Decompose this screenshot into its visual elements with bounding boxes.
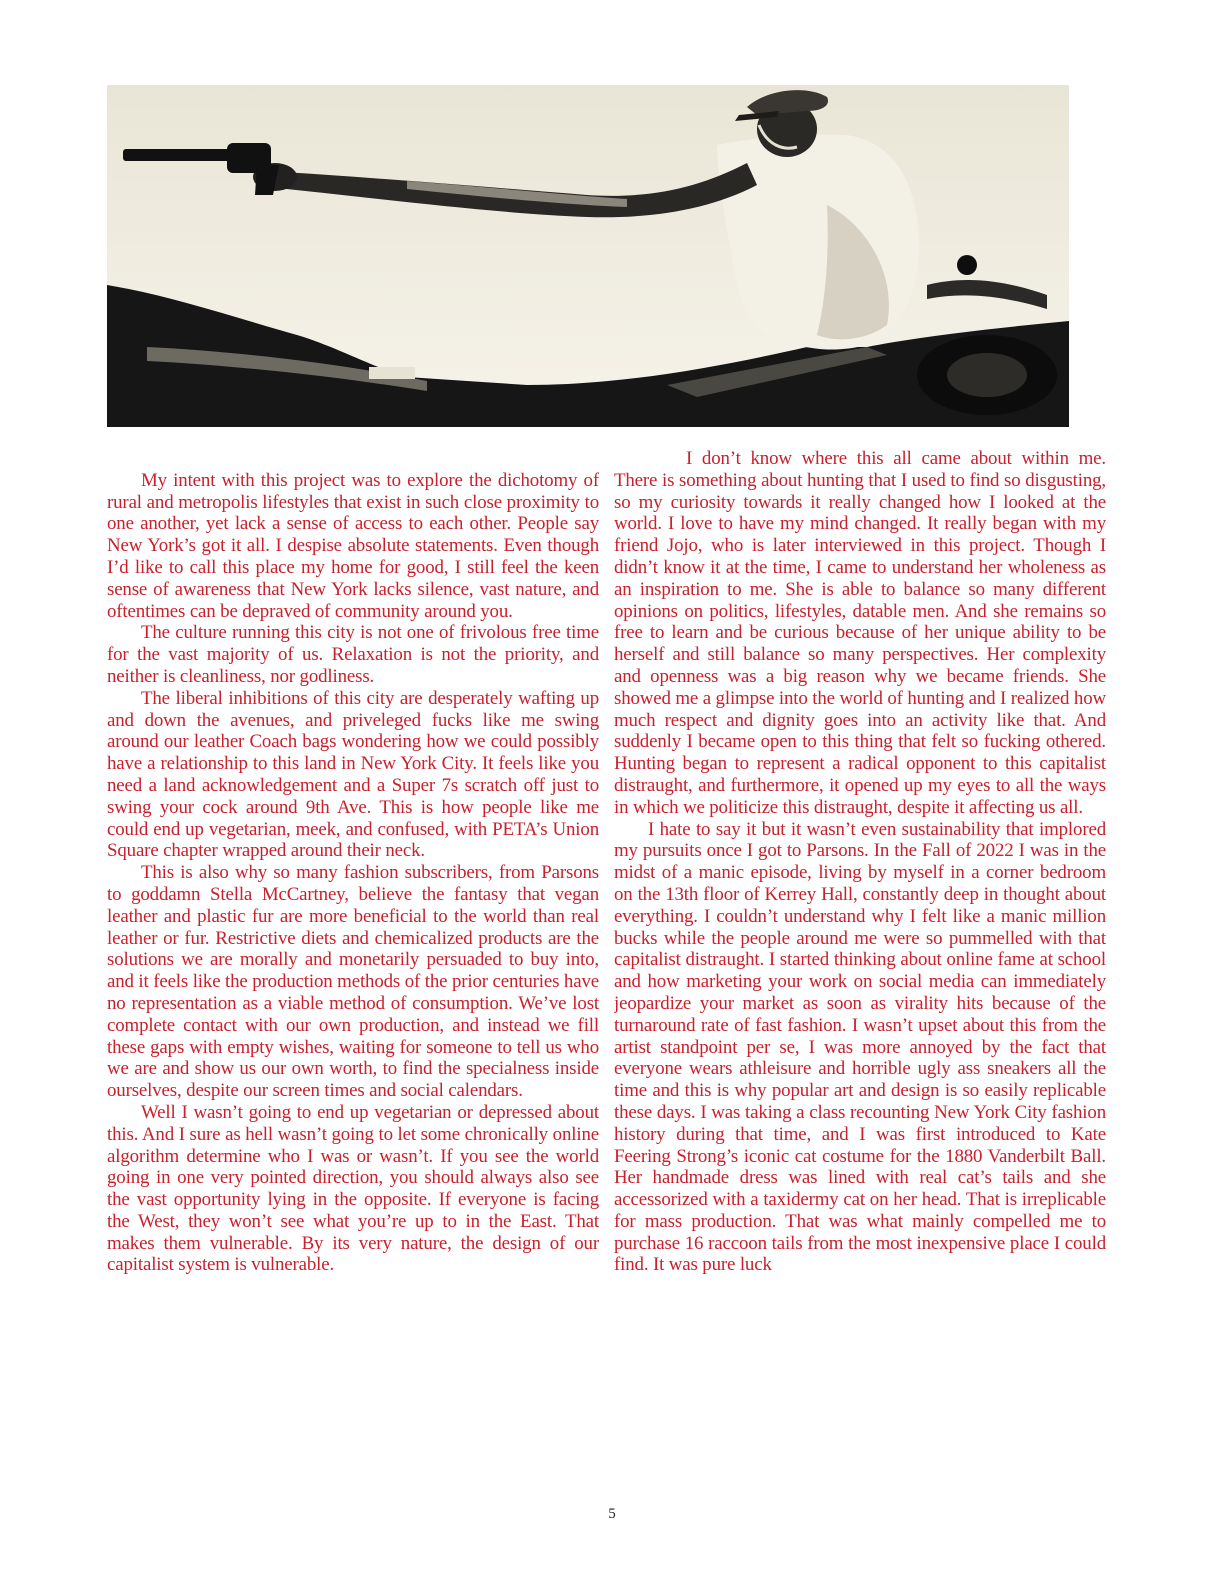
paragraph: I don’t know where this all came about within me. There is something about hunting that I used to find so disgusting, so my curiosity towards it really changed how I looked at the world. I love to have my mind changed. It really began with my friend Jojo, who is later interviewed in this project. Though I didn’t know it at the time, I came to understand her wholeness as an inspiration to me. She is able to balance so many different opinions on politics, lifestyles, datable men. And she remains so free to learn and be curious because of her unique ability to be herself and still balance so many perspectives. Her complexity and openness was a big reason why we became friends. She showed me a glimpse into the world of hunting and I realized how much respect and dignity goes into an activity like that. And suddenly I became open to this thing that felt so fucking othered. Hunting began to represent a radical opponent to this capitalist distraught, and furthermore, it opened up my eyes to all the ways in which we politicize this distraught, despite it affecting us all. — [614, 448, 1106, 818]
paragraph: The culture running this city is not one of frivolous free time for the vast majority of us. Relaxation is not the priority, and neither is cleanliness, nor godliness. — [107, 622, 599, 687]
man-aiming-revolver-photo — [107, 85, 1069, 427]
paragraph: Well I wasn’t going to end up vegetarian or depressed about this. And I sure as hell wasn’t going to let some chronically online algorithm determine who I was or wasn’t. If you see the world going in one very pointed direction, you should always also see the vast opportunity lying in the opposite. If everyone is facing the West, they won’t see what you’re up to in the East. That makes them vulnerable. By its very nature, the design of our capitalist system is vulnerable. — [107, 1101, 599, 1276]
paragraph: My intent with this project was to explore the dichotomy of rural and metropolis lifestyles that exist in such close proximity to one another, yet lack a sense of access to each other. People say New York’s got it all. I despise absolute statements. Even though I’d like to call this place my home for good, I still feel the keen sense of awareness that New York lacks silence, vast nature, and oftentimes can be depraved of community around you. — [107, 469, 599, 622]
paragraph: The liberal inhibitions of this city are desperately wafting up and down the avenues, and priveleged fucks like me swing around our leather Coach bags wondering how we could possibly have a relationship to this land in New York City. It feels like you need a land acknowledgement and a Super 7s scratch off just to swing your cock around 9th Ave. This is how people like me could end up vegetarian, meek, and confused, with PETA’s Union Square chapter wrapped around their neck. — [107, 687, 599, 862]
page-number: 5 — [608, 1506, 616, 1522]
paragraph: This is also why so many fashion subscribers, from Parsons to goddamn Stella McCartney, believe the fantasy that vegan leather and plastic fur are more beneficial to the world than real leather or fur. Restrictive diets and chemicalized products are the solutions we are morally and monetarily persuaded to buy into, and it feels like the production methods of the prior centuries have no representation as a viable method of consumption. We’ve lost complete contact with our own production, and instead we fill these gaps with empty wishes, waiting for someone to tell us who we are and show us our own worth, to find the specialness inside ourselves, despite our screen times and social calendars. — [107, 862, 599, 1102]
text-column-left — [107, 448, 599, 1353]
text-column-right — [614, 448, 1106, 1353]
hero-photo — [107, 85, 1069, 427]
paragraph: I hate to say it but it wasn’t even sustainability that implored my pursuits once I got to Parsons. In the Fall of 2022 I was in the midst of a manic episode, living by myself in a corner bedroom on the 13th floor of Kerrey Hall, constantly deep in thought about everything. I couldn’t understand why I felt like a manic million bucks while the people around me were so pummelled with that capitalist distraught. I started thinking about online fame at school and how marketing your work on social media can immediately jeopardize your market as soon as virality hits because of the turnaround rate of fast fashion. I wasn’t upset about this from the artist standpoint per se, I was more annoyed by the fact that everyone wears athleisure and horrible ugly ass sneakers all the time and this is why popular art and design is so easily replicable these days. I was taking a class recounting New York City fashion history during that time, and I was first introduced to Kate Feering Strong’s iconic cat costume for the 1880 Vanderbilt Ball. Her handmade dress was lined with real cat’s tails and she accessorized with a taxidermy cat on her head. That is irreplicable for mass production. That was what mainly compelled me to purchase 16 raccoon tails from the most inexpensive place I could find. It was pure luck — [614, 818, 1106, 1276]
